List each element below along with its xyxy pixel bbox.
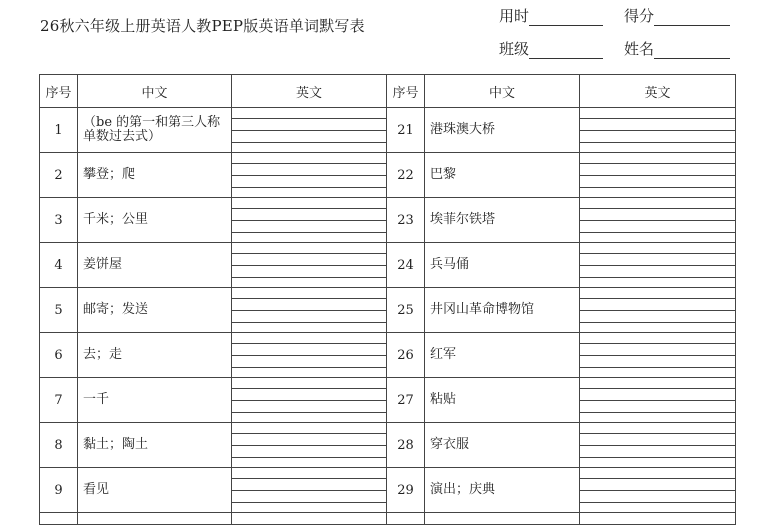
english-answer-cell[interactable] — [232, 153, 387, 198]
table-row — [40, 198, 736, 243]
writing-line — [232, 208, 386, 209]
left-chinese: 邮寄；发送 — [78, 288, 232, 333]
column-header: 序号 — [387, 75, 425, 108]
right-chinese: 井冈山革命博物馆 — [425, 288, 580, 333]
column-header: 英文 — [580, 75, 736, 108]
left-number: 7 — [40, 378, 78, 423]
right-number: 28 — [387, 423, 425, 468]
writing-line — [232, 355, 386, 356]
english-answer-cell[interactable] — [232, 108, 387, 153]
right-number: 22 — [387, 153, 425, 198]
writing-line — [580, 322, 735, 323]
name-field — [624, 38, 730, 59]
writing-line — [580, 388, 735, 389]
writing-line — [580, 142, 735, 143]
writing-line — [232, 142, 386, 143]
writing-line — [232, 400, 386, 401]
left-chinese: 黏土；陶土 — [78, 423, 232, 468]
column-header: 中文 — [78, 75, 232, 108]
writing-line — [232, 277, 386, 278]
english-answer-cell[interactable] — [580, 198, 736, 243]
left-number: 3 — [40, 198, 78, 243]
left-chinese: 千米；公里 — [78, 198, 232, 243]
left-number: 5 — [40, 288, 78, 333]
writing-line — [232, 343, 386, 344]
writing-line — [580, 412, 735, 413]
writing-line — [232, 253, 386, 254]
writing-line — [580, 502, 735, 503]
english-answer-cell[interactable] — [232, 333, 387, 378]
english-answer-cell[interactable] — [580, 243, 736, 288]
writing-line — [580, 232, 735, 233]
left-chinese: （be 的第一和第三人称单数过去式） — [78, 108, 232, 153]
score-blank[interactable] — [654, 9, 730, 26]
writing-line — [232, 490, 386, 491]
english-answer-cell[interactable] — [232, 423, 387, 468]
writing-line — [232, 433, 386, 434]
left-chinese: 攀登；爬 — [78, 153, 232, 198]
left-number: 6 — [40, 333, 78, 378]
writing-line — [232, 412, 386, 413]
writing-line — [232, 502, 386, 503]
writing-line — [580, 277, 735, 278]
writing-line — [580, 367, 735, 368]
writing-line — [580, 310, 735, 311]
writing-line — [232, 175, 386, 176]
writing-line — [232, 457, 386, 458]
english-answer-cell[interactable] — [580, 378, 736, 423]
writing-line — [232, 232, 386, 233]
writing-line — [580, 163, 735, 164]
right-number: 29 — [387, 468, 425, 513]
time-label: 用时 — [499, 7, 530, 25]
writing-line — [580, 433, 735, 434]
writing-line — [580, 265, 735, 266]
class-blank[interactable] — [529, 42, 603, 59]
writing-line — [232, 118, 386, 119]
writing-line — [580, 490, 735, 491]
table-row — [40, 288, 736, 333]
left-number: 4 — [40, 243, 78, 288]
name-label: 姓名 — [624, 40, 655, 58]
worksheet-title: 26秋六年级上册英语人教PEP版英语单词默写表 — [40, 17, 365, 35]
time-field — [499, 5, 603, 26]
writing-line — [232, 163, 386, 164]
cutoff-cell — [78, 513, 232, 525]
table-row-cutoff — [40, 513, 736, 525]
right-chinese: 穿衣服 — [425, 423, 580, 468]
writing-line — [580, 220, 735, 221]
writing-line — [232, 187, 386, 188]
english-answer-cell[interactable] — [232, 378, 387, 423]
writing-line — [232, 478, 386, 479]
english-answer-cell[interactable] — [580, 423, 736, 468]
left-number: 1 — [40, 108, 78, 153]
column-header: 序号 — [40, 75, 78, 108]
left-chinese: 一千 — [78, 378, 232, 423]
score-field — [624, 5, 730, 26]
english-answer-cell[interactable] — [232, 288, 387, 333]
table-row — [40, 333, 736, 378]
right-number: 23 — [387, 198, 425, 243]
right-chinese: 演出；庆典 — [425, 468, 580, 513]
writing-line — [232, 388, 386, 389]
column-header: 中文 — [425, 75, 580, 108]
english-answer-cell[interactable] — [580, 288, 736, 333]
table-row — [40, 153, 736, 198]
table-row — [40, 378, 736, 423]
english-answer-cell[interactable] — [232, 243, 387, 288]
table-row — [40, 108, 736, 153]
left-number: 8 — [40, 423, 78, 468]
right-chinese: 红军 — [425, 333, 580, 378]
writing-line — [232, 298, 386, 299]
right-number: 27 — [387, 378, 425, 423]
right-chinese: 港珠澳大桥 — [425, 108, 580, 153]
english-answer-cell[interactable] — [232, 198, 387, 243]
cutoff-cell — [387, 513, 425, 525]
writing-line — [580, 118, 735, 119]
writing-line — [232, 367, 386, 368]
writing-line — [580, 208, 735, 209]
writing-line — [580, 130, 735, 131]
right-number: 21 — [387, 108, 425, 153]
right-number: 25 — [387, 288, 425, 333]
name-blank[interactable] — [654, 42, 730, 59]
writing-line — [232, 322, 386, 323]
left-number: 9 — [40, 468, 78, 513]
writing-line — [580, 175, 735, 176]
writing-line — [232, 310, 386, 311]
cutoff-cell — [425, 513, 580, 525]
class-field — [499, 38, 603, 59]
vocabulary-table — [39, 74, 736, 525]
table-header-row — [40, 75, 736, 108]
writing-line — [232, 265, 386, 266]
time-blank[interactable] — [529, 9, 603, 26]
writing-line — [580, 253, 735, 254]
table-row — [40, 243, 736, 288]
cutoff-cell — [232, 513, 387, 525]
english-answer-cell[interactable] — [580, 333, 736, 378]
right-number: 24 — [387, 243, 425, 288]
left-chinese: 看见 — [78, 468, 232, 513]
right-chinese: 巴黎 — [425, 153, 580, 198]
column-header: 英文 — [232, 75, 387, 108]
left-chinese: 去；走 — [78, 333, 232, 378]
table-row — [40, 423, 736, 468]
english-answer-cell[interactable] — [580, 108, 736, 153]
right-number: 26 — [387, 333, 425, 378]
english-answer-cell[interactable] — [580, 468, 736, 513]
cutoff-cell — [580, 513, 736, 525]
cutoff-cell — [40, 513, 78, 525]
writing-line — [232, 445, 386, 446]
left-number: 2 — [40, 153, 78, 198]
writing-line — [580, 445, 735, 446]
writing-line — [580, 457, 735, 458]
writing-line — [580, 478, 735, 479]
right-chinese: 粘贴 — [425, 378, 580, 423]
writing-line — [232, 220, 386, 221]
left-chinese: 姜饼屋 — [78, 243, 232, 288]
english-answer-cell[interactable] — [580, 153, 736, 198]
class-label: 班级 — [499, 40, 530, 58]
right-chinese: 埃菲尔铁塔 — [425, 198, 580, 243]
score-label: 得分 — [624, 7, 655, 25]
writing-line — [580, 355, 735, 356]
right-chinese: 兵马俑 — [425, 243, 580, 288]
table-row — [40, 468, 736, 513]
writing-line — [580, 298, 735, 299]
english-answer-cell[interactable] — [232, 468, 387, 513]
writing-line — [580, 187, 735, 188]
writing-line — [580, 343, 735, 344]
writing-line — [232, 130, 386, 131]
writing-line — [580, 400, 735, 401]
